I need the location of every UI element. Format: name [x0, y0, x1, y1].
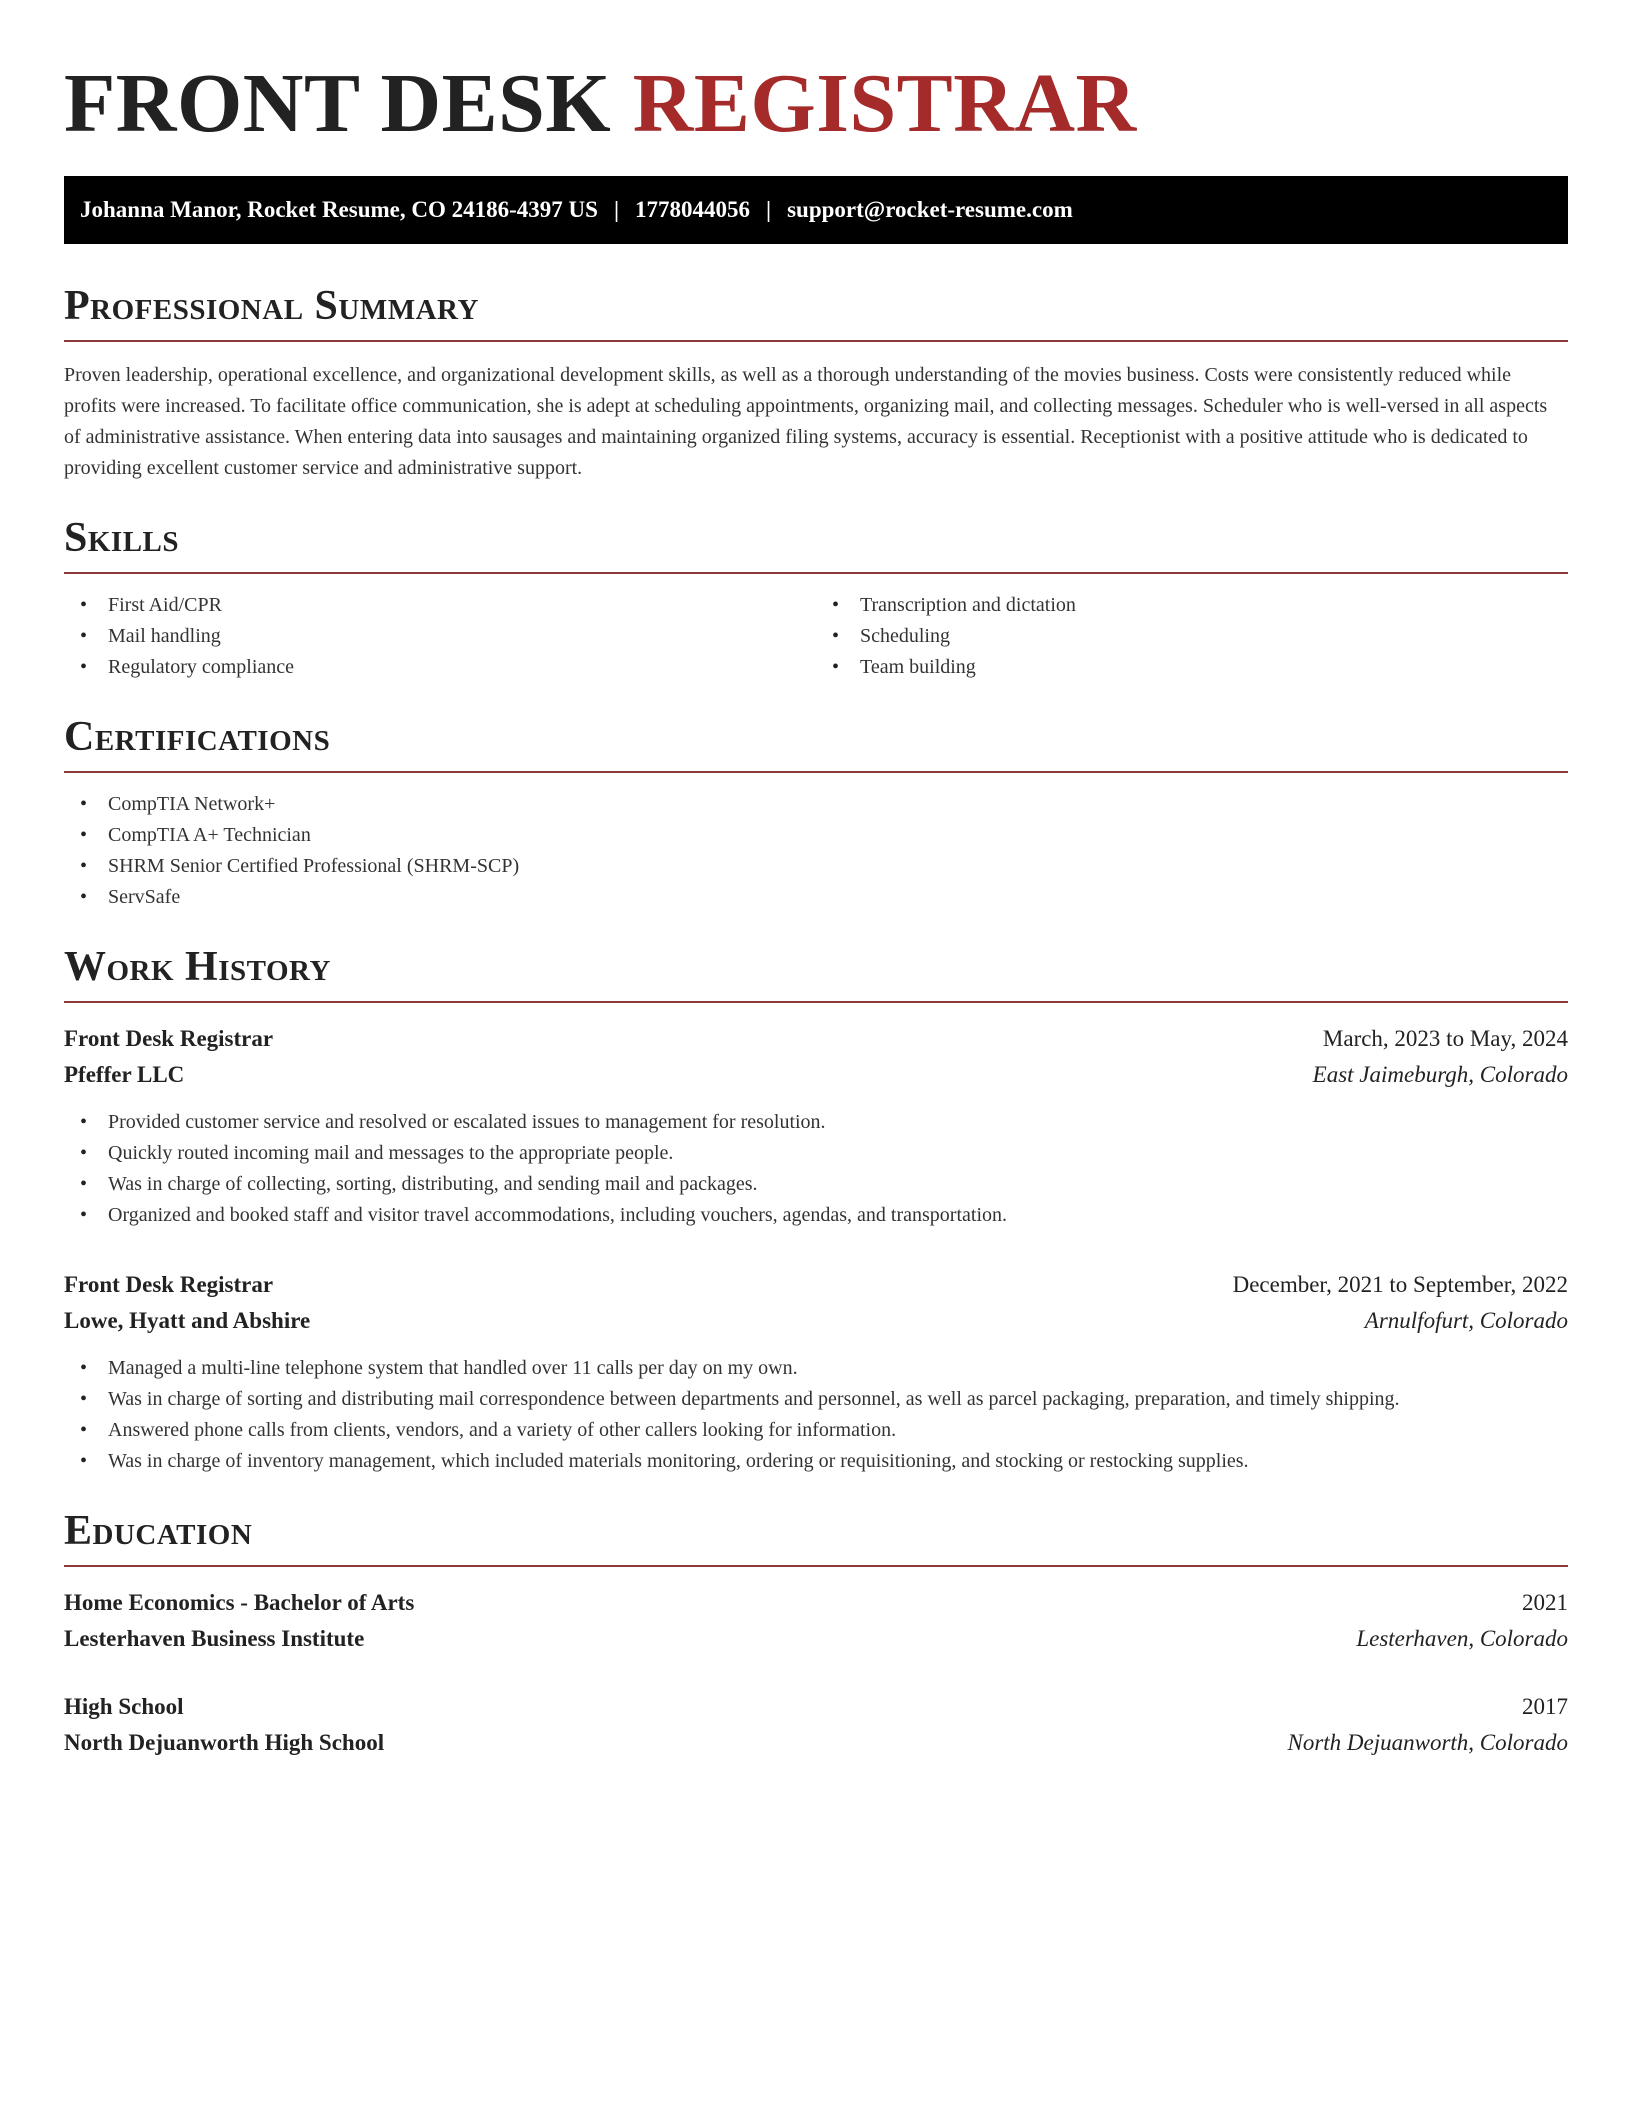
- job-duty: • Was in charge of collecting, sorting, distributing, and sending mail and packages.: [64, 1169, 1568, 1200]
- skill-item: • Regulatory compliance: [64, 652, 816, 683]
- skills-section: [64, 515, 1568, 683]
- contact-phone[interactable]: 1778044056: [635, 197, 751, 222]
- section-divider: [64, 1565, 1568, 1567]
- section-divider: [64, 340, 1568, 342]
- contact-separator: |: [766, 197, 772, 222]
- certifications-heading: Certifications: [64, 714, 331, 760]
- job-duty: • Managed a multi-line telephone system that handled over 11 calls per day on my own.: [64, 1353, 1568, 1384]
- job-duty: • Was in charge of inventory management, which included materials monitoring, ordering or requisitioning, and stocking or restocking supplies.: [64, 1446, 1568, 1477]
- certification-item: • SHRM Senior Certified Professional (SHRM-SCP): [64, 851, 1568, 882]
- title-main: FRONT DESK: [64, 57, 612, 150]
- title-accent: REGISTRAR: [632, 57, 1137, 150]
- work-history-section: [64, 944, 1568, 1477]
- education-year: 2017: [1522, 1694, 1568, 1719]
- skills-heading: Skills: [64, 515, 180, 561]
- summary-heading: Professional Summary: [64, 283, 479, 329]
- skill-item: • Scheduling: [816, 621, 1568, 652]
- education-section: [64, 1508, 1568, 1761]
- education-school-row: [64, 1725, 1568, 1761]
- job-dates: March, 2023 to May, 2024: [1322, 1026, 1568, 1051]
- skill-item: • First Aid/CPR: [64, 590, 816, 621]
- contact-email[interactable]: support@rocket-resume.com: [787, 197, 1073, 222]
- education-degree: Home Economics - Bachelor of Arts: [64, 1590, 415, 1615]
- job-duty: • Was in charge of sorting and distributing mail correspondence between departments and personnel, as well as parcel packaging, preparation, and timely shipping.: [64, 1384, 1568, 1415]
- skill-item: • Team building: [816, 652, 1568, 683]
- contact-address: Johanna Manor, Rocket Resume, CO 24186-4397 US: [80, 197, 598, 222]
- certification-item: • CompTIA A+ Technician: [64, 820, 1568, 851]
- summary-text: Proven leadership, operational excellence, and organizational development skills, as well as a thorough understanding of the movies business. Costs were consistently reduced while profits were increased. To facilitate office communication, she is adept at scheduling appointments, organizing mail, and collecting messages. Scheduler who is well-versed in all aspects of administrative assistance. When entering data into sausages and maintaining organized filing systems, accuracy is essential. Receptionist with a positive attitude who is dedicated to providing excellent customer service and administrative support.: [64, 364, 1548, 479]
- job-duty: • Provided customer service and resolved or escalated issues to management for resolution.: [64, 1107, 1568, 1138]
- job-company-row: [64, 1057, 1568, 1093]
- skill-item: • Transcription and dictation: [816, 590, 1568, 621]
- job-duties-list: [64, 1353, 1568, 1477]
- job-company-row: [64, 1303, 1568, 1339]
- education-location: North Dejuanworth, Colorado: [1287, 1730, 1568, 1755]
- job-header-row: [64, 1267, 1568, 1303]
- education-degree: High School: [64, 1694, 184, 1719]
- job-duty: • Answered phone calls from clients, vendors, and a variety of other callers looking for information.: [64, 1415, 1568, 1446]
- section-divider: [64, 771, 1568, 773]
- job-duties-list: [64, 1107, 1568, 1231]
- summary-section: [64, 283, 1568, 484]
- job-duty: • Organized and booked staff and visitor travel accommodations, including vouchers, agendas, and transportation.: [64, 1200, 1568, 1231]
- job-entry: [64, 1021, 1568, 1231]
- job-company: Lowe, Hyatt and Abshire: [64, 1308, 311, 1333]
- job-entry: [64, 1267, 1568, 1477]
- certification-item: • CompTIA Network+: [64, 789, 1568, 820]
- contact-bar: [64, 176, 1568, 244]
- education-header-row: [64, 1689, 1568, 1725]
- skills-columns: [64, 574, 1568, 683]
- resume-title: [64, 0, 1568, 150]
- certification-item: • ServSafe: [64, 882, 1568, 913]
- job-location: East Jaimeburgh, Colorado: [1312, 1062, 1568, 1087]
- education-year: 2021: [1522, 1590, 1568, 1615]
- work-history-heading: Work History: [64, 944, 331, 990]
- contact-separator: |: [613, 197, 620, 222]
- job-dates: December, 2021 to September, 2022: [1232, 1272, 1568, 1297]
- certifications-section: [64, 714, 1568, 913]
- education-school: North Dejuanworth High School: [64, 1730, 385, 1755]
- education-header-row: [64, 1585, 1568, 1621]
- education-entry: [64, 1689, 1568, 1761]
- job-header-row: [64, 1021, 1568, 1057]
- education-school: Lesterhaven Business Institute: [64, 1626, 365, 1651]
- skill-item: • Mail handling: [64, 621, 816, 652]
- section-divider: [64, 1001, 1568, 1003]
- skills-list-right: [816, 590, 1568, 683]
- certifications-list: [64, 789, 1568, 913]
- education-entry: [64, 1585, 1568, 1657]
- job-duty: • Quickly routed incoming mail and messages to the appropriate people.: [64, 1138, 1568, 1169]
- education-heading: Education: [64, 1508, 253, 1554]
- job-title: Front Desk Registrar: [64, 1026, 274, 1051]
- education-school-row: [64, 1621, 1568, 1657]
- skills-list-left: [64, 590, 816, 683]
- education-location: Lesterhaven, Colorado: [1356, 1626, 1568, 1651]
- job-company: Pfeffer LLC: [64, 1062, 185, 1087]
- job-location: Arnulfofurt, Colorado: [1364, 1308, 1568, 1333]
- job-title: Front Desk Registrar: [64, 1272, 274, 1297]
